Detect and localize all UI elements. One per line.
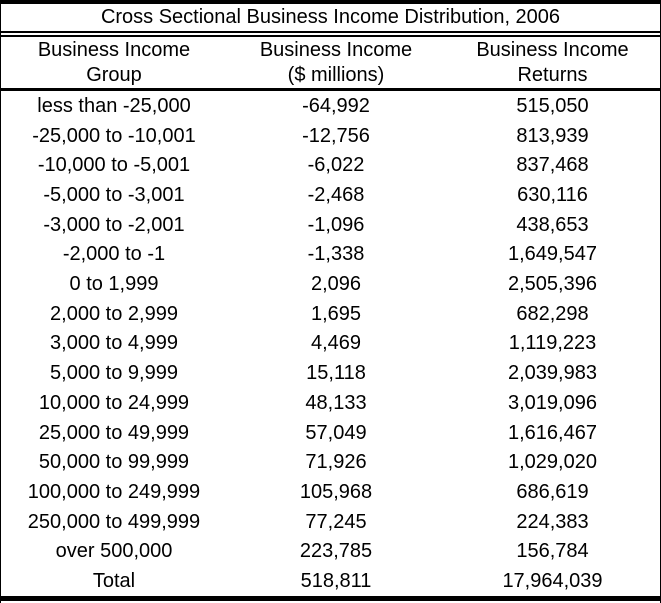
table-cell: 48,133 xyxy=(305,391,367,414)
table-cell: -64,992 xyxy=(302,94,370,117)
table-row xyxy=(1,566,660,596)
table-cell: 25,000 to 49,999 xyxy=(38,421,190,444)
table-cell: 518,811 xyxy=(300,570,372,593)
table-cell: 630,116 xyxy=(517,183,588,206)
table-row xyxy=(1,329,660,359)
table-body xyxy=(1,91,660,596)
table-cell: 813,939 xyxy=(516,124,589,147)
column-header-business-income-returns xyxy=(445,38,660,88)
table-cell: 3,019,096 xyxy=(508,391,597,414)
table-cell: -1,338 xyxy=(307,243,365,266)
table-cell: 438,653 xyxy=(516,213,589,236)
table-cell: less than -25,000 xyxy=(37,94,191,117)
column-header-business-income-group xyxy=(1,38,227,88)
table-cell: -2,000 to -1 xyxy=(62,243,166,266)
table-cell: -3,000 to -2,001 xyxy=(43,213,185,236)
table-cell: -2,468 xyxy=(307,183,365,206)
table-cell: 57,049 xyxy=(305,421,367,444)
table-cell: 5,000 to 9,999 xyxy=(50,362,178,385)
table-cell: 50,000 to 99,999 xyxy=(38,451,190,474)
table-row xyxy=(1,537,660,567)
table-row xyxy=(1,150,660,180)
table-cell: 1,029,020 xyxy=(508,451,597,474)
table-cell: -6,022 xyxy=(307,154,365,177)
column-header-line: Business Income xyxy=(476,39,629,61)
table-row xyxy=(1,447,660,477)
column-header-line: Business Income xyxy=(259,39,413,61)
table-cell: 15,118 xyxy=(306,362,366,385)
column-header-business-income-millions xyxy=(227,38,445,88)
table-row xyxy=(1,210,660,240)
table-row xyxy=(1,388,660,418)
table-cell: 1,695 xyxy=(310,302,362,325)
table-cell: 682,298 xyxy=(516,302,589,325)
table-cell: 2,096 xyxy=(310,273,362,296)
table-cell: 224,383 xyxy=(516,510,589,533)
table-cell: -25,000 to -10,001 xyxy=(32,124,196,147)
table-cell: 77,245 xyxy=(305,510,367,533)
table-cell: 105,968 xyxy=(299,480,373,503)
table-cell: 71,926 xyxy=(305,451,367,474)
table-cell: 0 to 1,999 xyxy=(69,273,159,296)
table-row xyxy=(1,507,660,537)
table-cell: 223,785 xyxy=(299,540,373,563)
table-header xyxy=(1,37,660,88)
table-cell: 156,784 xyxy=(516,540,589,563)
table-cell: -12,756 xyxy=(302,124,370,147)
column-header-line: Group xyxy=(86,64,142,86)
table-cell: 1,616,467 xyxy=(508,421,597,444)
table-row xyxy=(1,299,660,329)
table-cell: over 500,000 xyxy=(55,540,173,563)
table-row xyxy=(1,180,660,210)
table-cell: -5,000 to -3,001 xyxy=(43,183,185,206)
table-cell: 2,505,396 xyxy=(508,273,597,296)
table-cell: 17,964,039 xyxy=(502,570,603,593)
table-title: Cross Sectional Business Income Distribution, 2006 xyxy=(100,6,561,28)
table-cell: 837,468 xyxy=(516,154,589,177)
table-cell: 2,039,983 xyxy=(508,362,597,385)
table-cell: -10,000 to -5,001 xyxy=(37,154,191,177)
table-cell: 3,000 to 4,999 xyxy=(50,332,178,355)
table-row xyxy=(1,269,660,299)
table-cell: 10,000 to 24,999 xyxy=(38,391,190,414)
table-cell: 1,649,547 xyxy=(508,243,597,266)
table-cell: 515,050 xyxy=(516,94,589,117)
table-cell: 1,119,223 xyxy=(508,332,597,355)
table-row xyxy=(1,240,660,270)
table-cell: 686,619 xyxy=(516,480,589,503)
table-cell: 100,000 to 249,999 xyxy=(27,480,201,503)
table-cell: 250,000 to 499,999 xyxy=(27,510,201,533)
column-header-line: Business Income xyxy=(37,39,191,61)
column-header-line: ($ millions) xyxy=(287,64,385,86)
table-cell: 4,469 xyxy=(310,332,362,355)
table-row xyxy=(1,121,660,151)
table-row xyxy=(1,358,660,388)
table-row xyxy=(1,91,660,121)
table-cell: Total xyxy=(92,570,136,593)
column-header-line: Returns xyxy=(517,64,588,86)
table-cell: -1,096 xyxy=(307,213,365,236)
table-cell: 2,000 to 2,999 xyxy=(50,302,178,325)
table-row xyxy=(1,477,660,507)
table-row xyxy=(1,418,660,448)
